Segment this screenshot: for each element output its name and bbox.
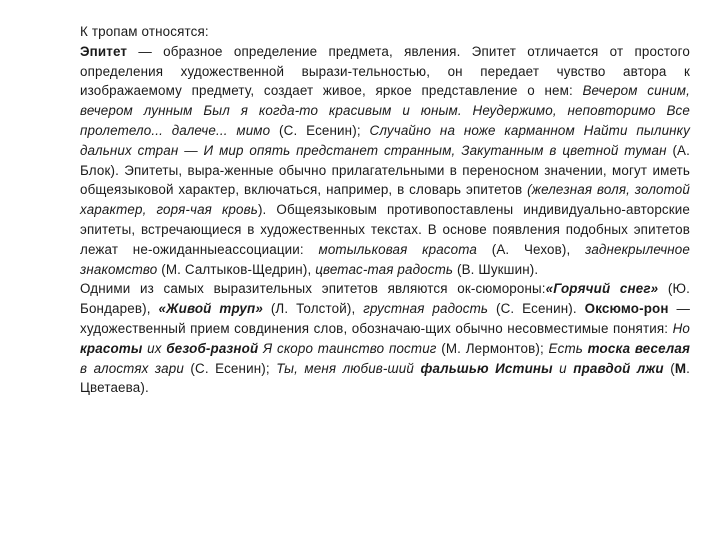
text-run: (Ю. Бондарев), bbox=[80, 281, 690, 317]
text-run: (С. Есенин); bbox=[270, 122, 370, 138]
text-run: . Цветаева). bbox=[80, 360, 691, 396]
text-run: ( bbox=[663, 360, 675, 376]
text-run: (С. Есенин). bbox=[488, 301, 585, 317]
text-run: Случайно на ноже карманном Найти пылинку дальних стран — И мир опять предстанет странным, Закутанным в цветной туман bbox=[80, 122, 691, 158]
text-run: (С. Есенин); bbox=[183, 360, 277, 376]
text-run: — художественный прием совдинения слов, обозначаю-щих обычно несовместимые понятия: bbox=[80, 301, 691, 336]
text-run: фальшью Истины bbox=[420, 360, 553, 376]
text-run: Вечером синим, вечером лунным Был я когда-то красивым и юным. Неудержимо, неповторимо Все пролетело... далече... мимо bbox=[80, 83, 690, 138]
paragraph-oxymoron bbox=[80, 279, 690, 398]
text-run: и bbox=[552, 360, 574, 376]
text-run: мотыльковая красота bbox=[318, 241, 478, 257]
text-run: цветас-тая радость bbox=[315, 261, 454, 277]
text-run: ). Общеязыковым противопоставлены индивидуально-авторские эпитеты, встречающиеся в художественных текстах. В основе появления подобных эпитетов лежат не-ожиданныеассоциации: bbox=[80, 202, 690, 257]
text-run: заднекрылечное знакомство bbox=[80, 241, 690, 277]
text-run: в алостях зари bbox=[80, 360, 184, 376]
text-run: Эпитет bbox=[80, 43, 128, 59]
text-run: Но bbox=[672, 320, 690, 336]
text-run: Я скоро таинство постиг bbox=[258, 340, 437, 356]
text-run: (Л. Толстой), bbox=[262, 301, 364, 317]
document-page bbox=[80, 22, 690, 398]
text-run: Оксюмо-рон bbox=[584, 301, 669, 317]
text-run: (А. Чехов), bbox=[477, 241, 586, 257]
text-run: тоска веселая bbox=[587, 340, 691, 356]
text-run: красоты bbox=[80, 340, 143, 356]
text-run: — образное определение предмета, явления. Эпитет отличается от простого определения художественной вырази-тельностью, он передает чувство автора к изображаемому предмету, создает живое, яркое представление о нем: bbox=[80, 43, 690, 99]
text-run: Одними из самых выразительных эпитетов являются ок-сюмороны: bbox=[80, 281, 546, 297]
text-run: «Горячий снег» bbox=[545, 281, 659, 297]
text-run: (М. Салтыков-Щедрин), bbox=[157, 261, 316, 277]
text-run: (железная воля, золотой характер, горя-чая кровь bbox=[80, 182, 690, 218]
text-run: правдой лжи bbox=[573, 360, 664, 376]
text-run: (В. Шукшин). bbox=[453, 261, 539, 277]
text-run: их bbox=[142, 340, 167, 356]
text-run: М bbox=[674, 360, 687, 376]
text-run: грустная радость bbox=[363, 301, 489, 317]
text-run: Ты, меня любив-ший bbox=[276, 360, 421, 376]
paragraph-epithet bbox=[80, 42, 690, 280]
text-run: безоб-разной bbox=[166, 340, 259, 356]
document-heading: К тропам относятся: bbox=[80, 24, 209, 39]
text-run: Есть bbox=[548, 340, 588, 356]
text-run: (А. Блок). Эпитеты, выра-женные обычно прилагательными в переносном значении, могут иметь общеязыковой характер, включаться, например, в словарь эпитетов bbox=[80, 142, 691, 198]
text-run: (М. Лермонтов); bbox=[436, 340, 549, 356]
text-run: «Живой труп» bbox=[158, 301, 263, 317]
